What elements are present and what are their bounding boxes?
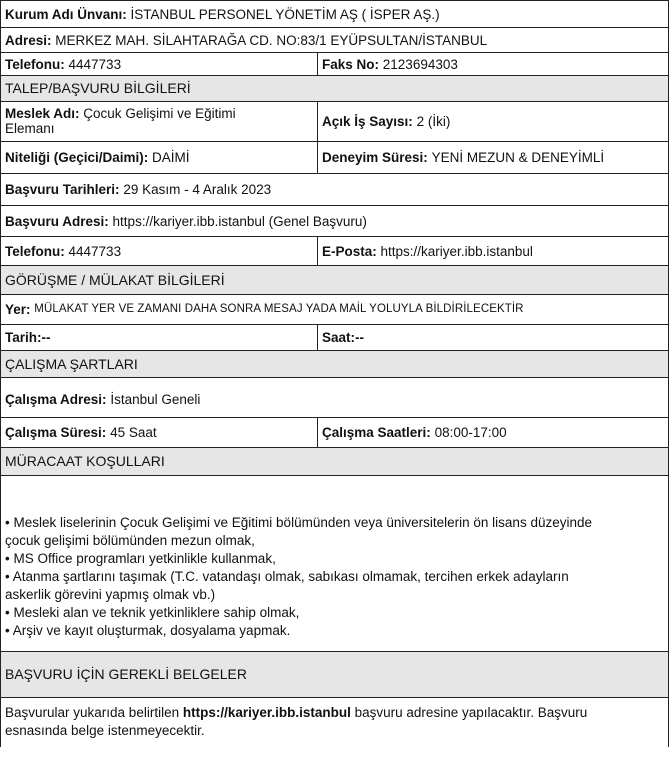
- calisma-saat-label: Çalışma Saatleri:: [322, 425, 431, 440]
- kurum-value: İSTANBUL PERSONEL YÖNETİM AŞ ( İSPER AŞ.): [130, 6, 440, 22]
- acik-is-label: Açık İş Sayısı:: [322, 114, 413, 129]
- kosullar-list: [1, 476, 668, 651]
- nitelik-value: DAİMİ: [152, 150, 190, 165]
- basvuru-adres-label: Başvuru Adresi:: [5, 213, 109, 229]
- belgeler-text-2: başvuru adresine yapılacaktır. Başvuru: [350, 705, 588, 720]
- telefon-value: 4447733: [68, 56, 122, 72]
- nitelik-label: Niteliği (Geçici/Daimi):: [5, 150, 149, 165]
- section-belgeler: [1, 652, 669, 698]
- adres-value: MERKEZ MAH. SİLAHTARAĞA CD. NO:83/1 EYÜPSULTAN/İSTANBUL: [55, 32, 488, 48]
- acik-is-value: 2 (İki): [416, 114, 451, 129]
- list-item: • MS Office programları yetkinlikle kullanmak,: [5, 551, 276, 566]
- section-gorusme-title: GÖRÜŞME / MÜLAKAT BİLGİLERİ: [1, 266, 668, 294]
- yer-value: MÜLAKAT YER VE ZAMANI DAHA SONRA MESAJ YADA MAİL YOLUYLA BİLDİRİLECEKTİR: [34, 303, 524, 315]
- telefon2-value: 4447733: [68, 243, 122, 259]
- row-meslek: [1, 102, 669, 142]
- faks-value: 2123694303: [382, 56, 458, 72]
- belgeler-text-1: Başvurular yukarıda belirtilen: [5, 705, 183, 720]
- section-talep: [1, 76, 669, 102]
- calisma-sure-value: 45 Saat: [110, 425, 157, 440]
- row-calisma-sure: [1, 418, 669, 448]
- row-belgeler: [1, 698, 669, 747]
- section-talep-title: TALEP/BAŞVURU BİLGİLERİ: [1, 76, 668, 101]
- list-item: askerlik görevini yapmış olmak vb.): [5, 587, 216, 602]
- telefon2-label: Telefonu:: [5, 243, 65, 259]
- row-telefon-faks: [1, 53, 669, 76]
- section-muracaat-title: MÜRACAAT KOŞULLARI: [1, 448, 668, 475]
- calisma-adres-label: Çalışma Adresi:: [5, 392, 107, 407]
- eposta-value: https://kariyer.ibb.istanbul: [380, 243, 533, 259]
- list-item: • Meslek liselerinin Çocuk Gelişimi ve Eğitimi bölümünden veya üniversitelerin ön lisans düzeyinde: [5, 515, 592, 530]
- section-gorusme: [1, 266, 669, 295]
- row-basvuru-tarih: [1, 174, 669, 206]
- basvuru-tarih-label: Başvuru Tarihleri:: [5, 182, 120, 197]
- deneyim-value: YENİ MEZUN & DENEYİMLİ: [431, 150, 605, 165]
- adres-label: Adresi:: [5, 32, 52, 48]
- meslek-value-line2: Elemanı: [5, 121, 55, 136]
- row-tarih-saat: [1, 325, 669, 351]
- row-yer: [1, 295, 669, 325]
- row-basvuru-adres: [1, 206, 669, 237]
- meslek-value-line1: Çocuk Gelişimi ve Eğitimi: [83, 106, 236, 121]
- list-item: • Atanma şartlarını taşımak (T.C. vatandaşı olmak, sabıkası olmamak, tercihen erkek adayların: [5, 569, 569, 584]
- section-muracaat: [1, 448, 669, 476]
- list-item: • Mesleki alan ve teknik yetkinliklere sahip olmak,: [5, 605, 300, 620]
- calisma-sure-label: Çalışma Süresi:: [5, 425, 107, 440]
- section-belgeler-title: BAŞVURU İÇİN GEREKLİ BELGELER: [1, 652, 668, 697]
- calisma-saat-value: 08:00-17:00: [434, 425, 507, 440]
- row-adres: [1, 28, 669, 53]
- belgeler-link: https://kariyer.ibb.istanbul: [182, 705, 351, 720]
- basvuru-tarih-value: 29 Kasım - 4 Aralık 2023: [123, 182, 272, 197]
- row-nitelik: [1, 142, 669, 174]
- deneyim-label: Deneyim Süresi:: [322, 150, 428, 165]
- basvuru-adres-value: https://kariyer.ibb.istanbul (Genel Başvuru): [112, 213, 367, 229]
- eposta-label: E-Posta:: [322, 243, 377, 259]
- telefon-label: Telefonu:: [5, 56, 65, 72]
- faks-label: Faks No:: [322, 56, 380, 72]
- row-telefon-eposta: [1, 237, 669, 266]
- saat-label: Saat:--: [322, 330, 365, 345]
- row-kosullar: [1, 476, 669, 652]
- section-calisma: [1, 351, 669, 378]
- section-calisma-title: ÇALIŞMA ŞARTLARI: [1, 351, 668, 377]
- calisma-adres-value: İstanbul Geneli: [110, 392, 201, 407]
- list-item: • Arşiv ve kayıt oluşturmak, dosyalama yapmak.: [5, 623, 291, 638]
- tarih-label: Tarih:--: [5, 330, 51, 345]
- meslek-label: Meslek Adı:: [5, 106, 80, 121]
- yer-label: Yer:: [5, 302, 31, 317]
- kurum-label: Kurum Adı Ünvanı:: [5, 6, 127, 22]
- row-kurum: [1, 1, 669, 28]
- list-item: çocuk gelişimi bölümünden mezun olmak,: [5, 533, 255, 548]
- belgeler-text-3: esnasında belge istenmeyecektir.: [5, 723, 205, 738]
- row-calisma-adres: [1, 378, 669, 418]
